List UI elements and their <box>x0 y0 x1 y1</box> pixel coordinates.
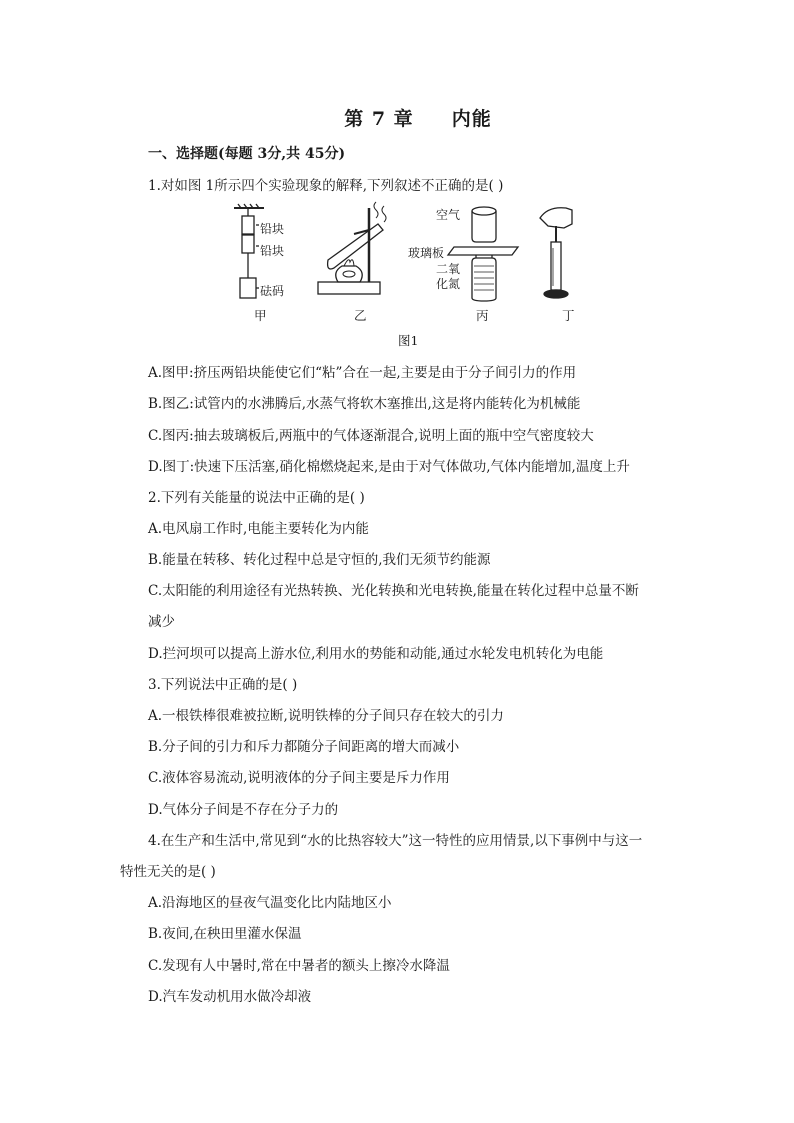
jia-label-lead-lower: 铅块 <box>260 244 285 258</box>
q1-option-a: A.图甲:挤压两铅块能使它们“粘”合在一起,主要是由于分子间引力的作用 <box>148 365 577 381</box>
q2-option-c-cont: 减少 <box>148 614 175 630</box>
bing-label-air: 空气 <box>436 208 461 222</box>
question-1-stem: 1.对如图 1所示四个实验现象的解释,下列叙述不正确的是( ) <box>148 178 504 194</box>
q2-option-d: D.拦河坝可以提高上游水位,利用水的势能和动能,通过水轮发电机转化为电能 <box>148 646 604 662</box>
q4-option-b: B.夜间,在秧田里灌水保温 <box>148 926 302 942</box>
panel-caption-yi: 乙 <box>354 308 367 323</box>
question-4-stem: 4.在生产和生活中,常见到“水的比热容较大”这一特性的应用情景,以下事例中与这一 <box>148 833 643 849</box>
panel-caption-bing: 丙 <box>476 308 489 323</box>
q3-option-a: A.一根铁棒很难被拉断,说明铁棒的分子间只存在较大的引力 <box>148 708 504 724</box>
jia-label-lead-upper: 铅块 <box>260 222 285 236</box>
q3-option-d: D.气体分子间是不存在分子力的 <box>148 802 339 818</box>
bing-label-no2-line2: 化氮 <box>436 277 461 291</box>
q1-option-d: D.图丁:快速下压活塞,硝化棉燃烧起来,是由于对气体做功,气体内能增加,温度上升 <box>148 459 630 475</box>
q1-option-c: C.图丙:抽去玻璃板后,两瓶中的气体逐渐混合,说明上面的瓶中空气密度较大 <box>148 428 594 444</box>
q4-option-c: C.发现有人中暑时,常在中暑者的额头上擦冷水降温 <box>148 958 450 974</box>
figure-caption: 图1 <box>398 333 419 348</box>
q4-option-d: D.汽车发动机用水做冷却液 <box>148 989 312 1005</box>
jia-label-weight: 砝码 <box>260 284 285 298</box>
question-3-stem: 3.下列说法中正确的是( ) <box>148 677 298 693</box>
chapter-title: 第 7 章 内能 <box>344 108 492 130</box>
q2-option-b: B.能量在转移、转化过程中总是守恒的,我们无须节约能源 <box>148 552 491 568</box>
panel-ding-apparatus <box>540 208 572 298</box>
figure-1 <box>226 198 586 350</box>
question-2-stem: 2.下列有关能量的说法中正确的是( ) <box>148 490 365 506</box>
q1-option-b: B.图乙:试管内的水沸腾后,水蒸气将软木塞推出,这是将内能转化为机械能 <box>148 396 581 412</box>
bing-label-no2-line1: 二氧 <box>436 262 461 276</box>
bing-label-glass-plate: 玻璃板 <box>408 246 445 260</box>
panel-yi-apparatus <box>318 202 386 294</box>
q2-option-a: A.电风扇工作时,电能主要转化为内能 <box>148 521 369 537</box>
q4-option-a: A.沿海地区的昼夜气温变化比内陆地区小 <box>148 895 392 911</box>
q3-option-b: B.分子间的引力和斥力都随分子间距离的增大而减小 <box>148 739 460 755</box>
q3-option-c: C.液体容易流动,说明液体的分子间主要是斥力作用 <box>148 770 450 786</box>
panel-caption-jia: 甲 <box>254 308 267 323</box>
q2-option-c: C.太阳能的利用途径有光热转换、光化转换和光电转换,能量在转化过程中总量不断 <box>148 583 639 599</box>
section-heading: 一、选择题(每题 3分,共 45分) <box>148 146 346 162</box>
panel-caption-ding: 丁 <box>562 308 575 323</box>
question-4-stem-cont: 特性无关的是( ) <box>120 864 216 880</box>
